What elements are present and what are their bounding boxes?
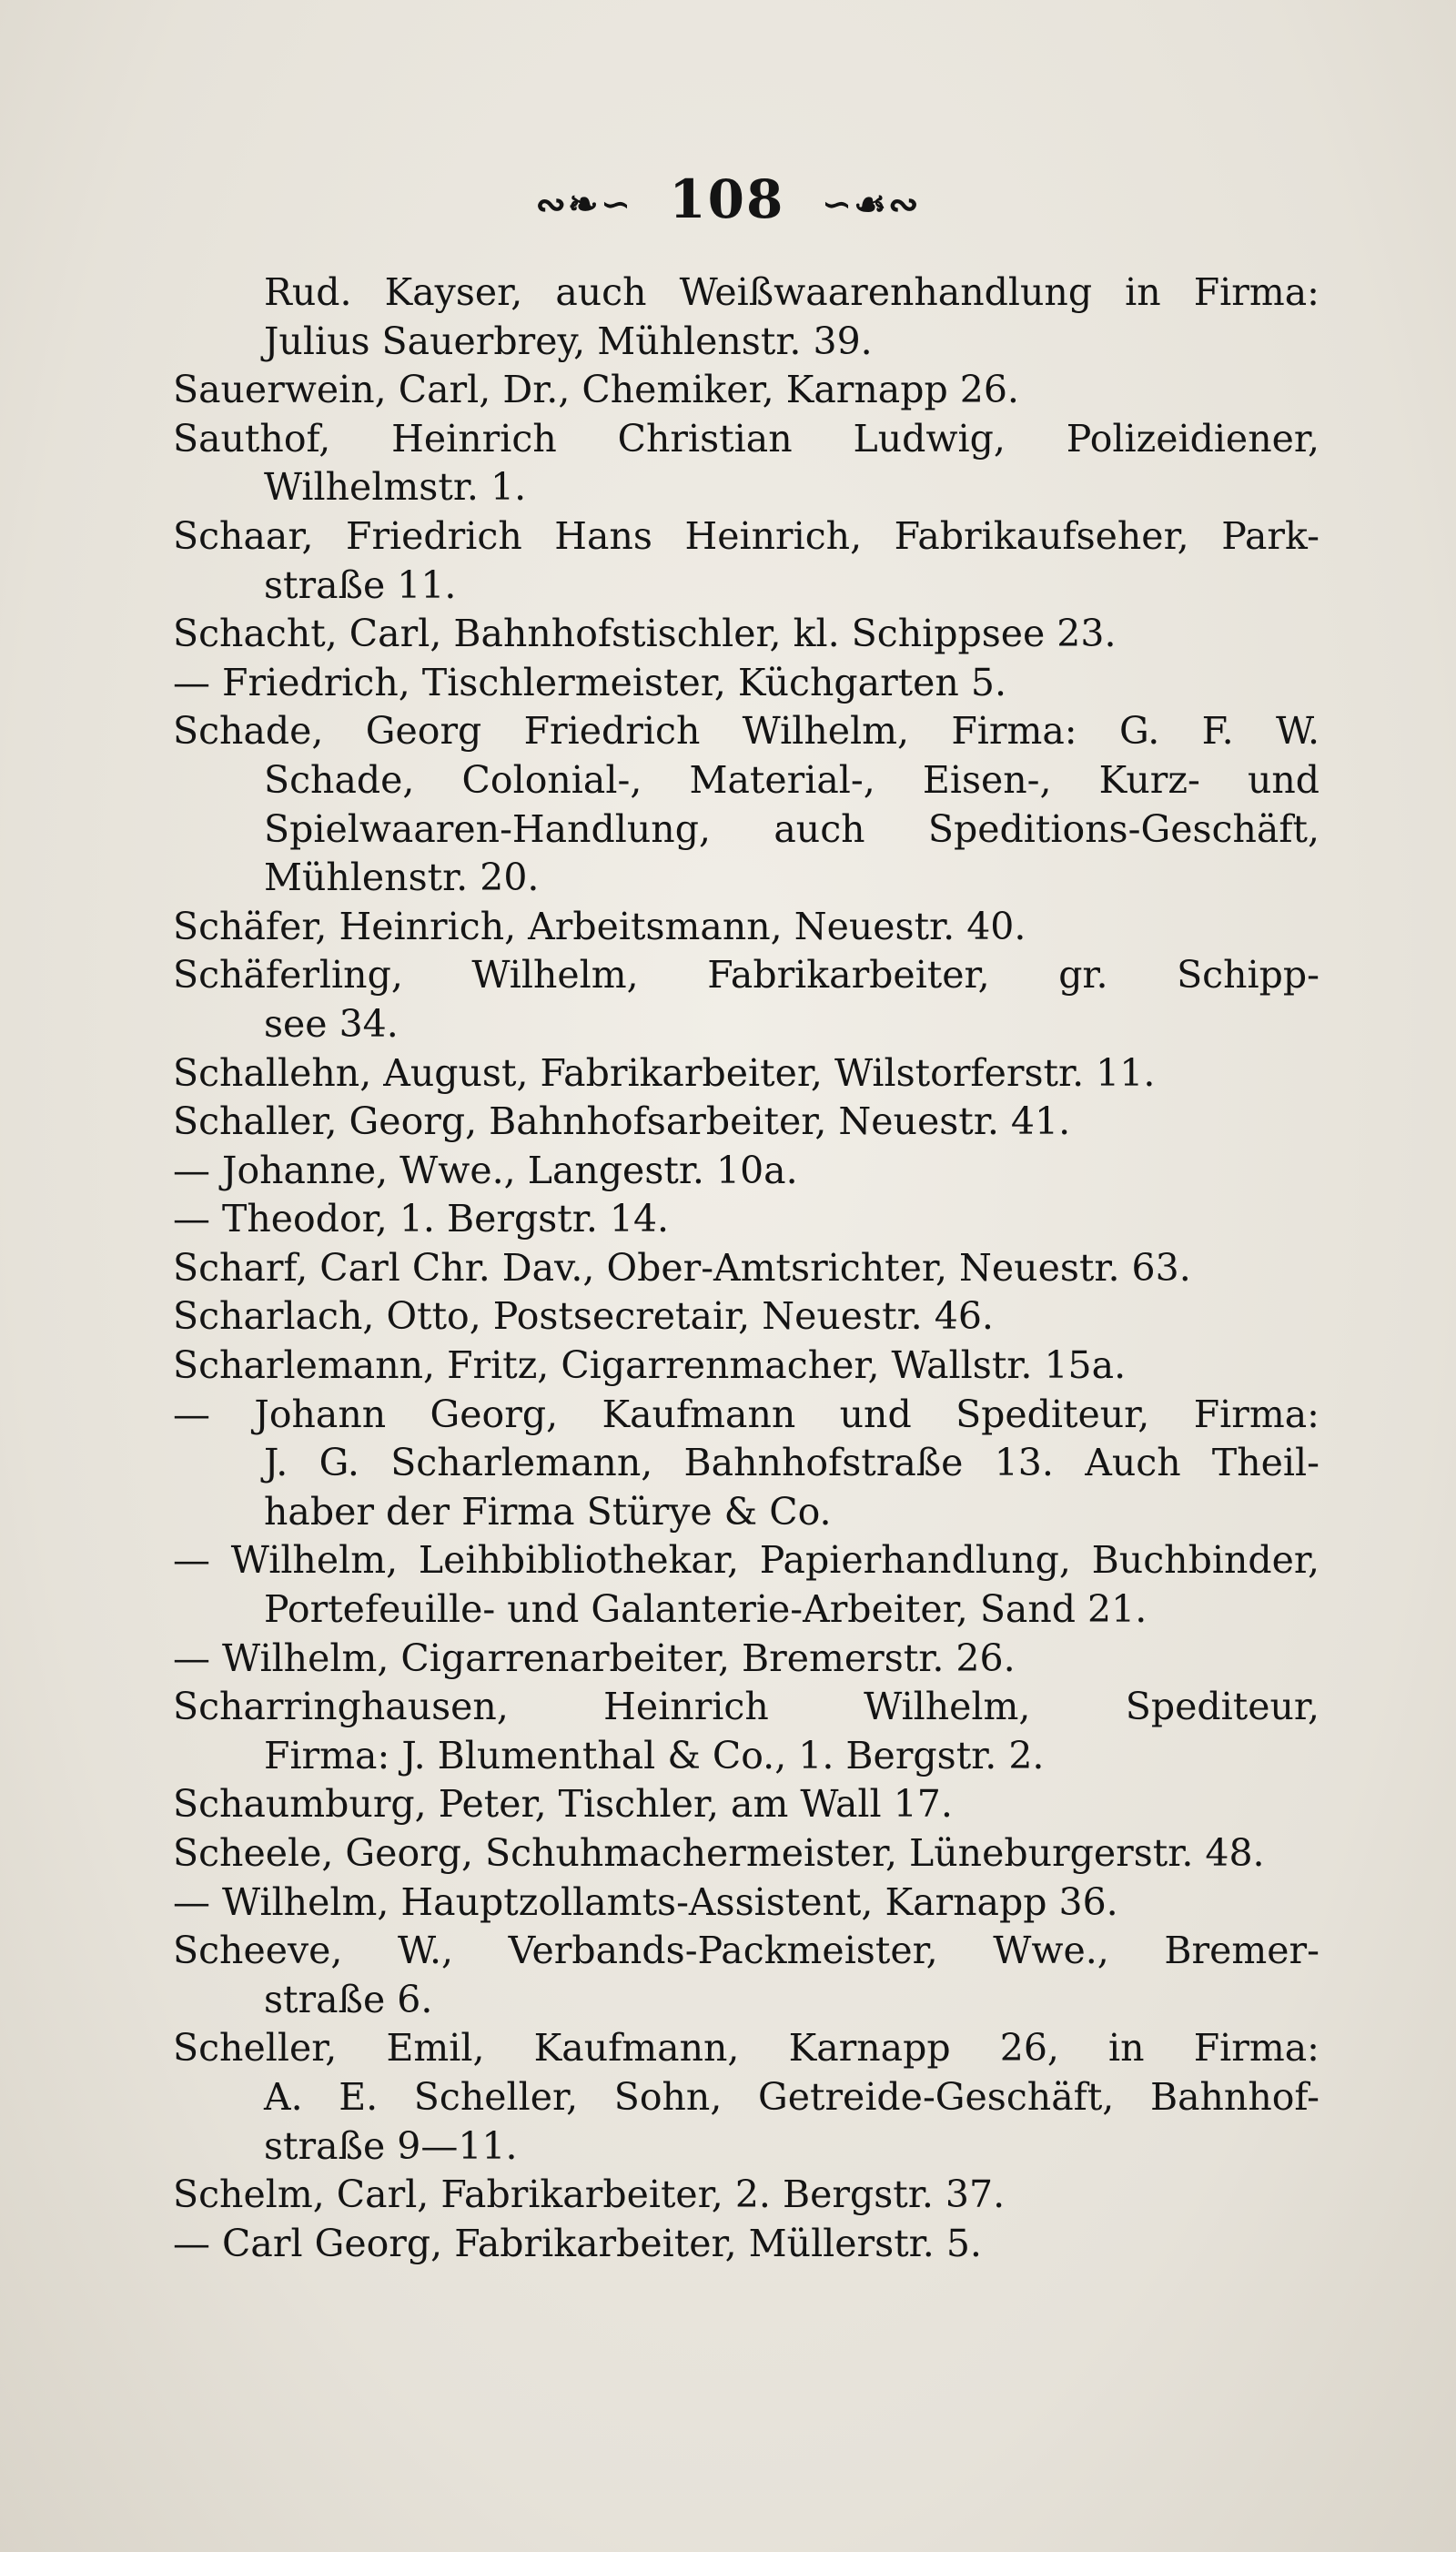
directory-line: Schäferling, Wilhelm, Fabrikarbeiter, gr. Schipp- [173, 953, 1320, 998]
directory-line: Firma: J. Blumenthal & Co., 1. Bergstr. 2. [264, 1733, 1045, 1777]
directory-line: Schade, Colonial-, Material-, Eisen-, Kurz- und [264, 757, 1320, 802]
directory-line: — Johanne, Wwe., Langestr. 10a. [173, 1148, 798, 1192]
directory-line: — Wilhelm, Cigarrenarbeiter, Bremerstr. 26. [173, 1636, 1016, 1680]
directory-line: — Johann Georg, Kaufmann und Spediteur, Firma: [173, 1392, 1320, 1436]
directory-line: Mühlenstr. 20. [264, 856, 540, 900]
directory-line: Scheele, Georg, Schuhmachermeister, Lüneburgerstr. 48. [173, 1831, 1265, 1875]
directory-line: — Friedrich, Tischlermeister, Küchgarten 5. [173, 660, 1006, 704]
left-ornament-icon: ∾❧∽ [535, 182, 633, 226]
directory-line: Rud. Kayser, auch Weißwaarenhandlung in Firma: [264, 270, 1320, 314]
directory-line: A. E. Scheller, Sohn, Getreide-Geschäft, Bahnhof- [264, 2074, 1320, 2119]
directory-line: Spielwaaren-Handlung, auch Speditions-Geschäft, [264, 806, 1320, 851]
directory-line: Schelm, Carl, Fabrikarbeiter, 2. Bergstr. 37. [173, 2172, 1006, 2217]
directory-line: Wilhelmstr. 1. [264, 465, 527, 510]
directory-line: Sauerwein, Carl, Dr., Chemiker, Karnapp 26. [173, 368, 1019, 412]
directory-line: Schaller, Georg, Bahnhofsarbeiter, Neuestr. 41. [173, 1099, 1071, 1144]
directory-line: Schaar, Friedrich Hans Heinrich, Fabrikaufseher, Park- [173, 513, 1320, 558]
directory-line: — Theodor, 1. Bergstr. 14. [173, 1197, 670, 1241]
directory-line: — Carl Georg, Fabrikarbeiter, Müllerstr. 5. [173, 2221, 982, 2265]
directory-line: — Wilhelm, Hauptzollamts-Assistent, Karnapp 36. [173, 1879, 1118, 1924]
page-header [0, 168, 1456, 230]
directory-line: straße 9—11. [264, 2123, 518, 2168]
directory-line: see 34. [264, 1001, 399, 1046]
directory-line: Schallehn, August, Fabrikarbeiter, Wilstorferstr. 11. [173, 1050, 1156, 1095]
directory-line: Scheller, Emil, Kaufmann, Karnapp 26, in Firma: [173, 2026, 1320, 2071]
directory-line: Scharlach, Otto, Postsecretair, Neuestr. 46. [173, 1294, 994, 1339]
directory-entries [173, 268, 1320, 2268]
directory-line: Schacht, Carl, Bahnhofstischler, kl. Schippsee 23. [173, 612, 1117, 656]
directory-line: Portefeuille- und Galanterie-Arbeiter, Sand 21. [264, 1587, 1148, 1632]
directory-line: Sauthof, Heinrich Christian Ludwig, Polizeidiener, [173, 416, 1320, 461]
directory-line: Schäfer, Heinrich, Arbeitsmann, Neuestr. 40. [173, 904, 1026, 948]
directory-line: Scharf, Carl Chr. Dav., Ober-Amtsrichter, Neuestr. 63. [173, 1245, 1191, 1290]
directory-line: J. G. Scharlemann, Bahnhofstraße 13. Auch Theil- [264, 1441, 1320, 1485]
directory-line: — Wilhelm, Leihbibliothekar, Papierhandlung, Buchbinder, [173, 1538, 1320, 1583]
page-number: 108 [669, 168, 785, 230]
right-ornament-icon: ∽☙∾ [821, 182, 921, 226]
directory-line: haber der Firma Stürye & Co. [264, 1489, 832, 1534]
directory-line: straße 11. [264, 562, 457, 607]
directory-line: straße 6. [264, 1977, 433, 2021]
directory-line: Scharlemann, Fritz, Cigarrenmacher, Wallstr. 15a. [173, 1343, 1127, 1388]
directory-line: Scharringhausen, Heinrich Wilhelm, Spediteur, [173, 1685, 1320, 1729]
directory-line: Schade, Georg Friedrich Wilhelm, Firma: G. F. W. [173, 709, 1320, 754]
directory-line: Schaumburg, Peter, Tischler, am Wall 17. [173, 1782, 953, 1827]
directory-line: Scheeve, W., Verbands-Packmeister, Wwe., Bremer- [173, 1929, 1320, 1973]
directory-line: Julius Sauerbrey, Mühlenstr. 39. [264, 319, 873, 363]
